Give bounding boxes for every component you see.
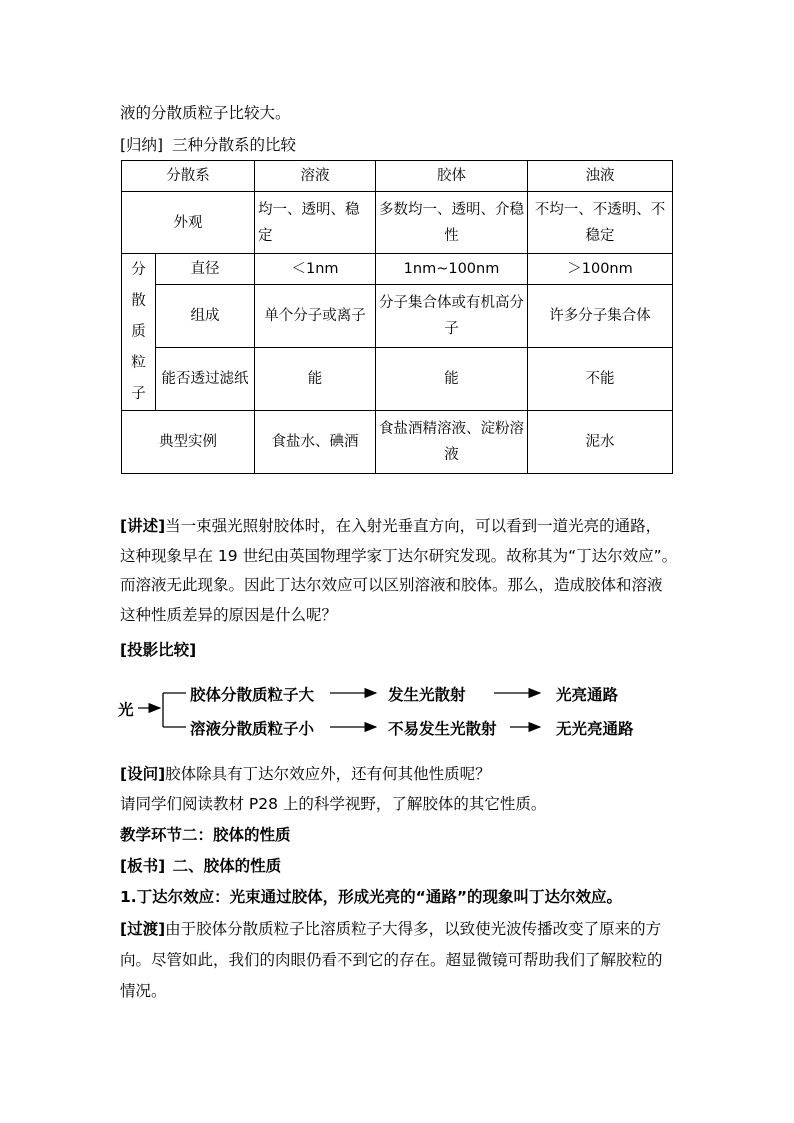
light-source-label: 光 <box>118 701 134 719</box>
header-cell: 溶液 <box>255 161 376 192</box>
tyndall-diagram <box>118 678 658 748</box>
table-row <box>122 192 673 254</box>
lecture-line-1: [讲述]当一束强光照射胶体时，在入射光垂直方向，可以看到一道光亮的通路， <box>120 517 662 535</box>
transition-line-2: 向。尽管如此，我们的肉眼仍看不到它的存在。超显微镜可帮助我们了解胶粒的 <box>120 951 663 969</box>
question-line <box>120 762 491 784</box>
reading-line: 请同学们阅读教材 P28 上的科学视野，了解胶体的其它性质。 <box>120 795 547 813</box>
question-tag: [设问] <box>120 765 166 783</box>
lecture-line-4: 这种性质差异的原因是什么呢？ <box>120 605 338 624</box>
intro-tail: 液的分散质粒子比较大。 <box>120 104 291 122</box>
transition-line-3: 情况。 <box>120 982 167 1000</box>
table-cell: 分子集合体或有机高分子 <box>376 285 528 348</box>
board-text: 二、胶体的性质 <box>172 857 282 875</box>
table-cell: 单个分子或离子 <box>255 285 376 348</box>
table-cell: 多数均一、透明、介稳性 <box>376 192 528 254</box>
header-cell: 胶体 <box>376 161 528 192</box>
table-cell: 泥水 <box>528 411 673 474</box>
colloid-result: 光亮通路 <box>556 686 619 704</box>
question-text: 胶体除具有丁达尔效应外，还有何其他性质呢？ <box>165 765 491 783</box>
header-cell: 浊液 <box>528 161 673 192</box>
lecture-line-2: 这种现象早在 19 世纪由英国物理学家丁达尔研究发现。故称其为“丁达尔效应”。 <box>120 546 678 565</box>
table-cell: 均一、透明、稳定 <box>255 192 376 254</box>
table-cell: 食盐酒精溶液、淀粉溶液 <box>376 411 528 474</box>
table-cell: ＞100nm <box>528 254 673 285</box>
point-1-tyndall: 1.丁达尔效应：光束通过胶体，形成光亮的“通路”的现象叫丁达尔效应。 <box>120 888 623 906</box>
table-row <box>122 348 673 411</box>
board-tag: [板书] <box>120 857 166 875</box>
header-cell: 分散系 <box>122 161 255 192</box>
table-cell: 能 <box>376 348 528 411</box>
row-label: 组成 <box>156 285 255 348</box>
table-cell: 食盐水、碘酒 <box>255 411 376 474</box>
summary-title: 三种分散系的比较 <box>172 136 297 154</box>
colloid-effect: 发生光散射 <box>388 686 466 704</box>
colloid-cause: 胶体分散质粒子大 <box>190 686 315 704</box>
table-row <box>122 254 673 285</box>
transition-paragraph <box>120 914 690 1007</box>
table-cell: 许多分子集合体 <box>528 285 673 348</box>
table-header-row <box>122 161 673 192</box>
row-label: 直径 <box>156 254 255 285</box>
projection-tag: [投影比较] <box>120 641 197 659</box>
transition-tag: [过渡] <box>120 920 166 938</box>
solution-cause: 溶液分散质粒子小 <box>190 720 315 738</box>
group-label: 分散质粒子 <box>122 254 156 411</box>
table-cell: 能 <box>255 348 376 411</box>
table-cell: 1nm~100nm <box>376 254 528 285</box>
table-row <box>122 285 673 348</box>
lecture-tag: [讲述] <box>120 517 166 535</box>
summary-tag: [归纳] <box>120 136 164 154</box>
board-line <box>120 854 281 876</box>
row-label: 典型实例 <box>122 411 255 474</box>
section-heading: 教学环节二：胶体的性质 <box>120 826 291 844</box>
table-cell: 不能 <box>528 348 673 411</box>
table-cell: ＜1nm <box>255 254 376 285</box>
summary-heading <box>120 133 296 155</box>
solution-result: 无光亮通路 <box>556 720 634 738</box>
transition-line-1: [过渡]由于胶体分散质粒子比溶质粒子大得多，以致使光波传播改变了原来的方 <box>120 920 662 938</box>
table-row <box>122 411 673 474</box>
row-label: 外观 <box>122 192 255 254</box>
table-cell: 不均一、不透明、不稳定 <box>528 192 673 254</box>
row-label: 能否透过滤纸 <box>156 348 255 411</box>
lecture-line-3: 而溶液无此现象。因此丁达尔效应可以区别溶液和胶体。那么，造成胶体和溶液 <box>120 576 663 594</box>
comparison-table <box>121 160 673 474</box>
solution-effect: 不易发生光散射 <box>388 720 497 738</box>
lecture-paragraph <box>120 512 680 630</box>
